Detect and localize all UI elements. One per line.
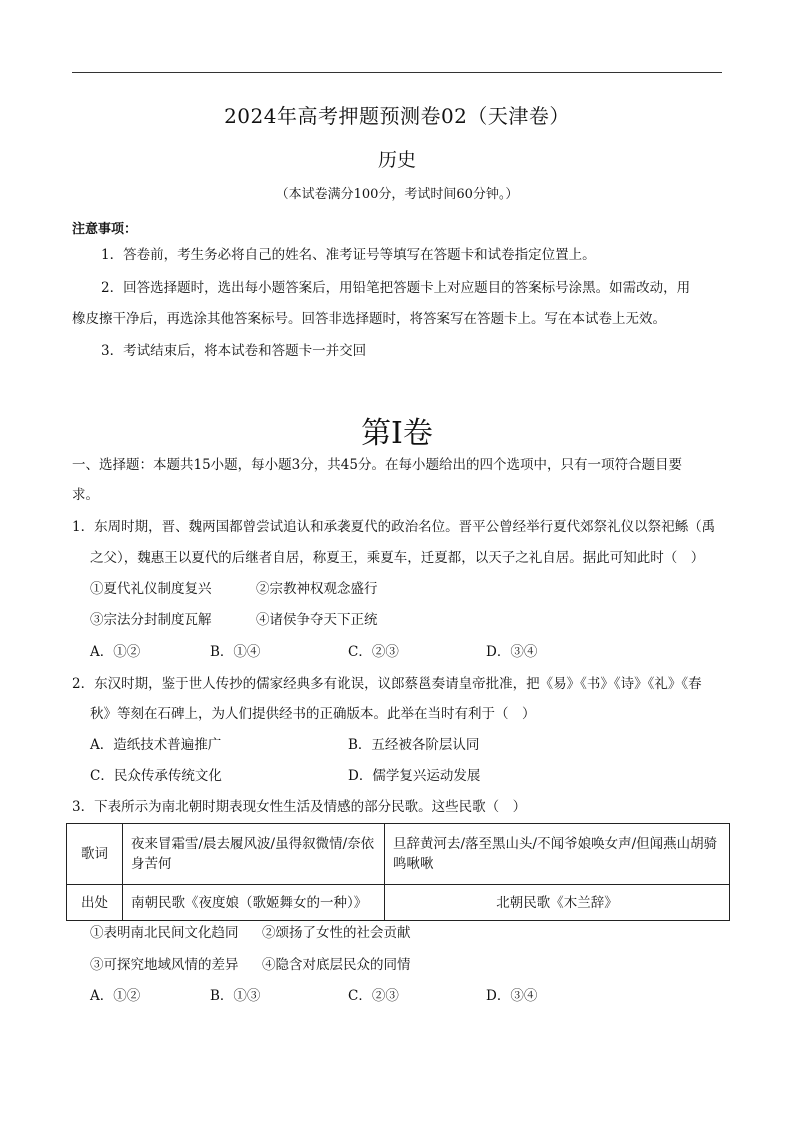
q1-option-d[interactable]: D．③④ xyxy=(486,644,538,660)
exam-note: （本试卷满分100分，考试时间60分钟。） xyxy=(275,187,519,202)
section-title: 第I卷 xyxy=(361,416,433,451)
q3-option-d[interactable]: D．③④ xyxy=(486,988,538,1004)
exam-subject: 历史 xyxy=(377,149,416,171)
q2-option-d[interactable]: D．儒学复兴运动发展 xyxy=(348,768,481,784)
table-cell: 旦辞黄河去/落至黑山头/不闻爷娘唤女声/但闻燕山胡骑鸣啾啾 xyxy=(385,824,730,885)
top-rule xyxy=(72,72,722,73)
q2-option-a[interactable]: A．造纸技术普遍推广 xyxy=(90,737,222,753)
instruction-item: 1．答卷前，考生务必将自己的姓名、准考证号等填写在答题卡和试卷指定位置上。 xyxy=(101,247,596,263)
q3-option-c[interactable]: C．②③ xyxy=(348,988,399,1004)
q1-statement: ③宗法分封制度瓦解 xyxy=(90,612,212,628)
table-row xyxy=(67,885,730,921)
q3-statement: ③可探究地域风情的差异 xyxy=(90,957,239,973)
q3-option-b[interactable]: B．①③ xyxy=(210,988,261,1004)
q1-option-c[interactable]: C．②③ xyxy=(348,644,399,660)
table-row xyxy=(67,824,730,885)
q2-stem: 秋》等刻在石碑上，为人们提供经书的正确版本。此举在当时有利于（ ） xyxy=(90,706,536,722)
q1-option-b[interactable]: B．①④ xyxy=(210,644,261,660)
table-header-cell: 出处 xyxy=(67,885,123,921)
q1-stem: 之父），魏惠王以夏代的后继者自居，称夏王，乘夏车，迁夏都，以天子之礼自居。据此可知此时（ ） xyxy=(90,550,705,566)
table-header-cell: 歌词 xyxy=(67,824,123,885)
q2-option-b[interactable]: B．五经被各阶层认同 xyxy=(348,737,480,753)
table-cell: 南朝民歌《夜度娘（歌姬舞女的一种）》 xyxy=(123,885,385,921)
instruction-item: 橡皮擦干净后，再选涂其他答案标号。回答非选择题时，将答案写在答题卡上。写在本试卷上无效。 xyxy=(72,311,666,327)
instruction-item: 2．回答选择题时，选出每小题答案后，用铅笔把答题卡上对应题目的答案标号涂黑。如需改动，用 xyxy=(101,280,691,296)
q1-statement: ④诸侯争夺天下正统 xyxy=(256,612,378,628)
q3-option-a[interactable]: A．①② xyxy=(90,988,141,1004)
q1-statement: ②宗教神权观念盛行 xyxy=(256,581,378,597)
q1-stem: 1．东周时期，晋、魏两国都曾尝试追认和承袭夏代的政治名位。晋平公曾经举行夏代郊祭礼仪以祭祀鲧（禹 xyxy=(72,519,716,535)
q1-option-a[interactable]: A．①② xyxy=(90,644,141,660)
q2-stem: 2．东汉时期，鉴于世人传抄的儒家经典多有讹误，议郎蔡邕奏请皇帝批准，把《易》《书》《诗》《礼》《春 xyxy=(72,676,702,692)
q3-table xyxy=(66,823,730,921)
q3-statement: ④隐含对底层民众的同情 xyxy=(262,957,411,973)
section-intro: 求。 xyxy=(72,487,99,503)
section-intro: 一、选择题：本题共15小题，每小题3分，共45分。在每小题给出的四个选项中，只有一项符合题目要 xyxy=(72,457,682,473)
instruction-item: 3．考试结束后，将本试卷和答题卡一并交回 xyxy=(101,343,367,359)
q3-statement: ①表明南北民间文化趋同 xyxy=(90,925,239,941)
table-cell: 夜来冒霜雪/晨去履风波/虽得叙微情/奈依身苦何 xyxy=(123,824,385,885)
q3-stem: 3．下表所示为南北朝时期表现女性生活及情感的部分民歌。这些民歌（ ） xyxy=(72,799,527,815)
q2-option-c[interactable]: C．民众传承传统文化 xyxy=(90,768,222,784)
table-cell: 北朝民歌《木兰辞》 xyxy=(385,885,730,921)
exam-title: 2024年高考押题预测卷02（天津卷） xyxy=(224,104,570,128)
q1-statement: ①夏代礼仪制度复兴 xyxy=(90,581,212,597)
q3-statement: ②颂扬了女性的社会贡献 xyxy=(262,925,411,941)
instructions-heading: 注意事项： xyxy=(72,222,138,237)
